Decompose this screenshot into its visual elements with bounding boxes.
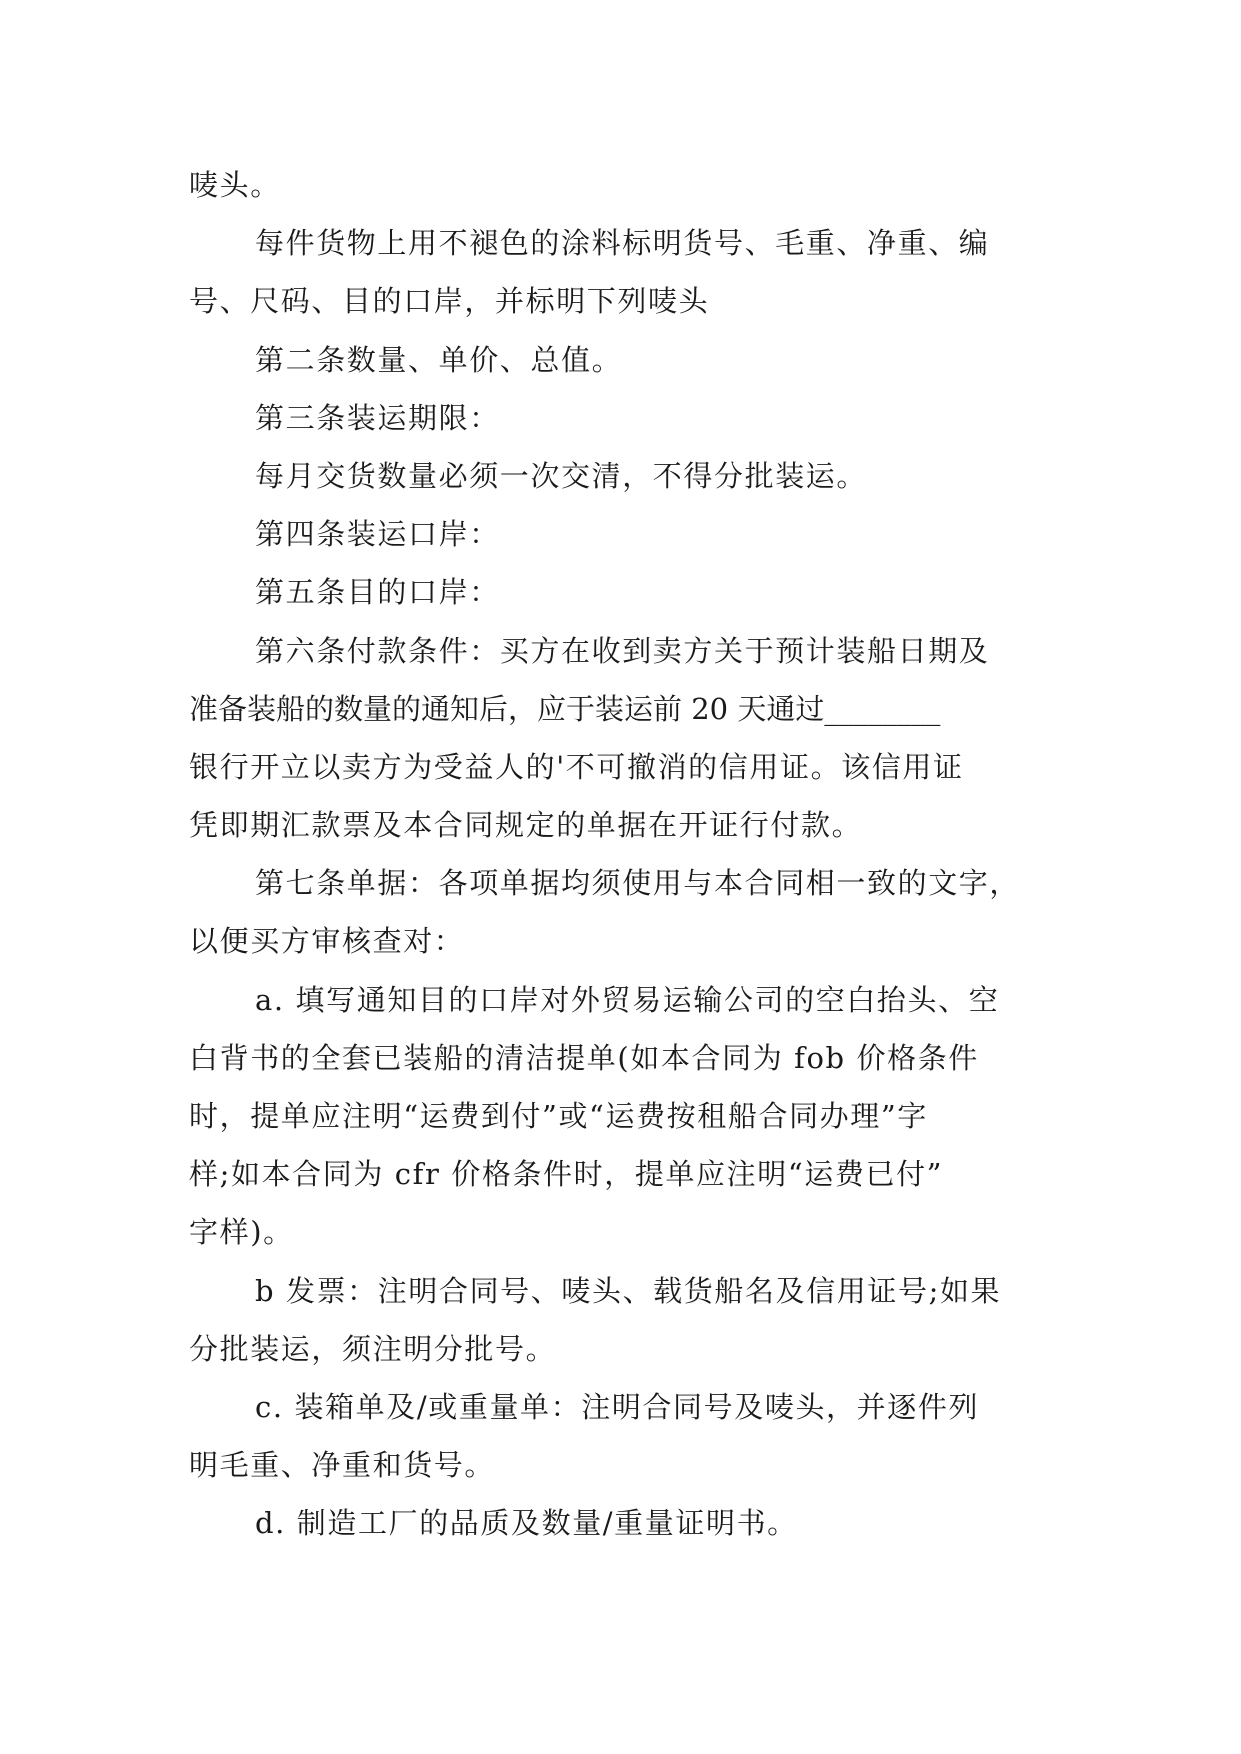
item-c: c. 装箱单及/或重量单：注明合同号及唛头，并逐件列 [255,1389,980,1424]
clause-2: 第二条数量、单价、总值。 [255,342,623,377]
text-line: 分批装运，须注明分批号。 [189,1331,557,1366]
text-line: 白背书的全套已装船的清洁提单(如本合同为 fob 价格条件 [189,1040,979,1075]
text-line: 准备装船的数量的通知后，应于装运前 20 天通过________ [189,691,941,726]
text-line: 以便买方审核查对： [189,924,465,959]
text-line: 字样)。 [189,1215,294,1250]
clause-3: 第三条装运期限： [255,400,500,435]
item-a: a. 填写通知目的口岸对外贸易运输公司的空白抬头、空 [255,982,1000,1017]
text-line: 唛头。 [189,168,281,202]
text-line: 每月交货数量必须一次交清，不得分批装运。 [255,458,868,493]
contract-body [189,156,1049,1553]
text-line: 号、尺码、目的口岸，并标明下列唛头 [189,284,710,319]
text-line: 时，提单应注明“运费到付”或“运费按租船合同办理”字 [189,1099,928,1133]
text-line: 明毛重、净重和货号。 [189,1448,496,1483]
item-d: d. 制造工厂的品质及数量/重量证明书。 [255,1506,798,1541]
text-line: 凭即期汇款票及本合同规定的单据在开证行付款。 [189,808,863,843]
clause-7: 第七条单据：各项单据均须使用与本合同相一致的文字， [255,866,1021,901]
clause-4: 第四条装运口岸： [255,517,500,552]
item-b: b 发票：注明合同号、唛头、载货船名及信用证号;如果 [255,1273,1002,1308]
text-line: 每件货物上用不褪色的涂料标明货号、毛重、净重、编 [255,226,990,261]
clause-5: 第五条目的口岸： [255,575,500,610]
clause-6: 第六条付款条件：买方在收到卖方关于预计装船日期及 [255,633,990,668]
text-line: 样;如本合同为 cfr 价格条件时，提单应注明“运费已付” [189,1157,944,1192]
text-line: 银行开立以卖方为受益人的'不可撤消的信用证。该信用证 [189,749,964,784]
